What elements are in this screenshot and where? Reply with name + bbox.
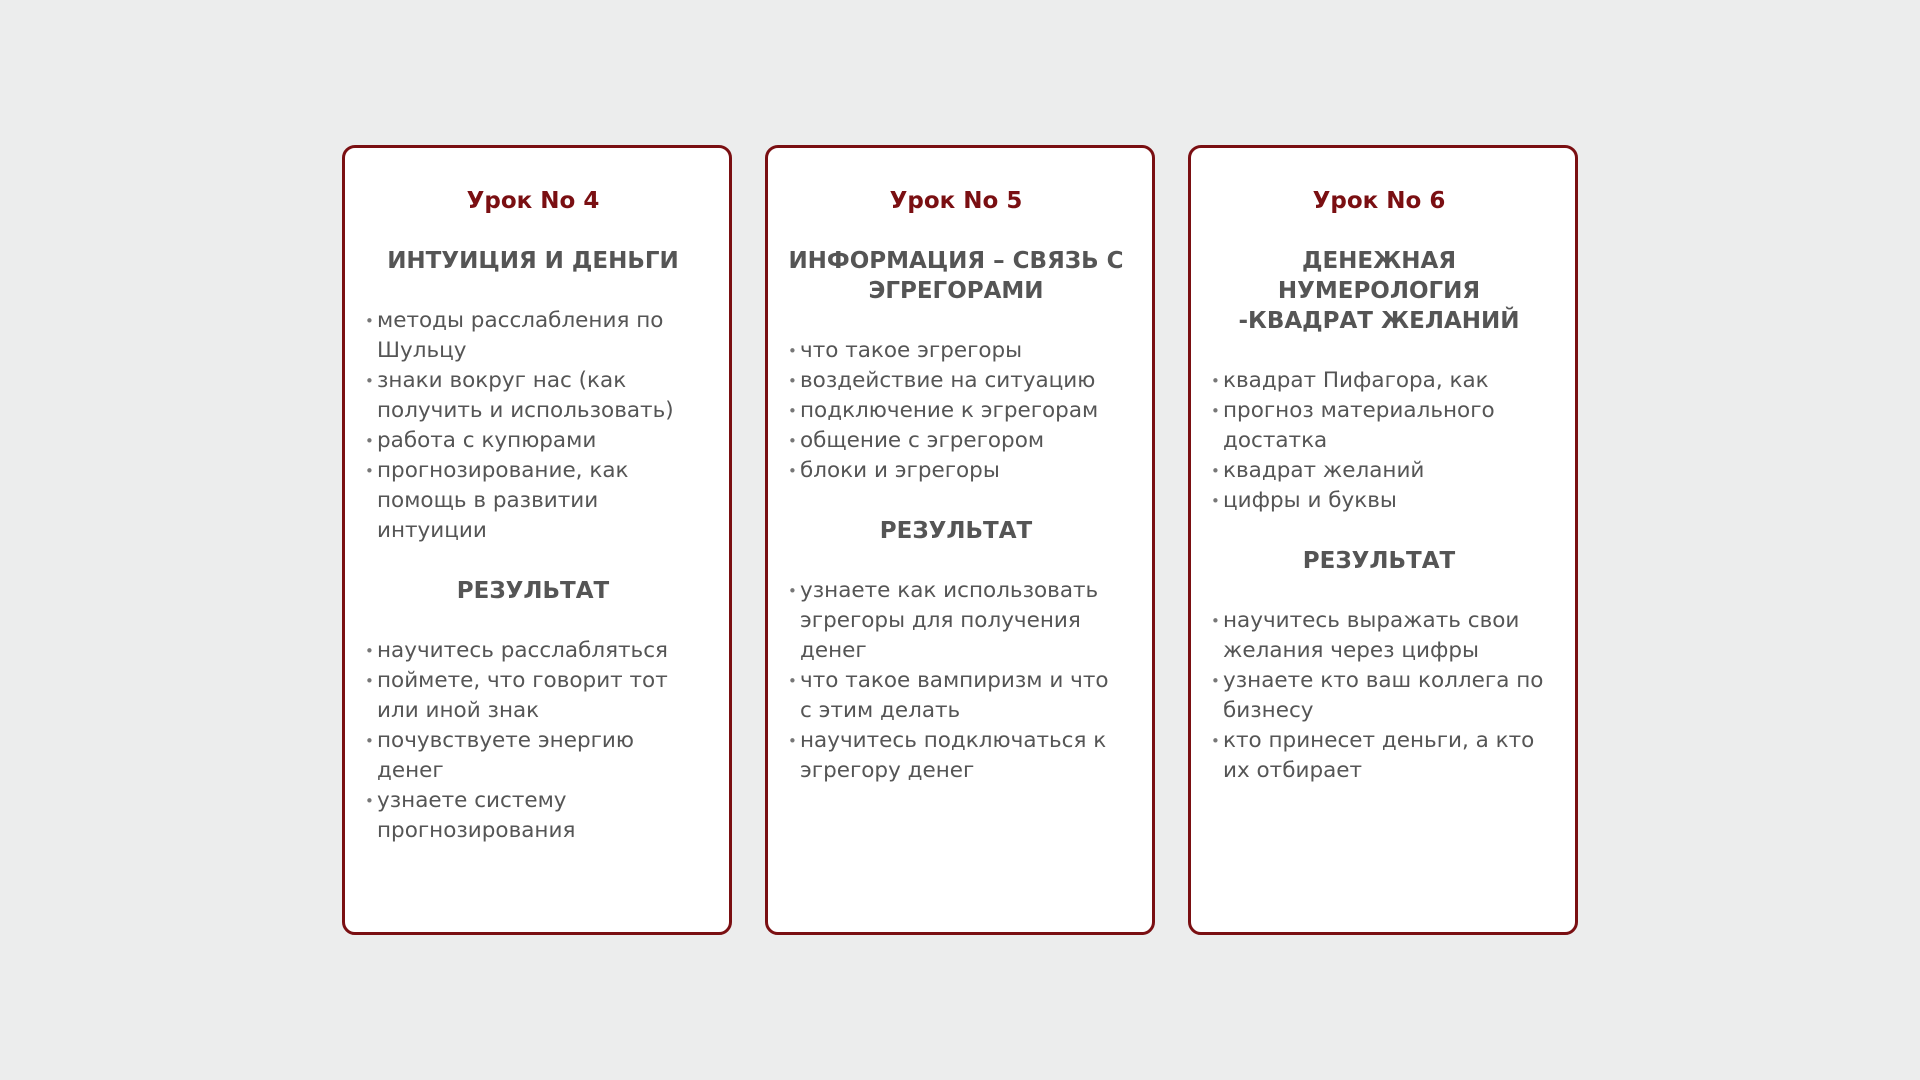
topic-item: • методы расслабления по Шульцу bbox=[365, 306, 701, 366]
result-item: • почувствуете энергию денег bbox=[365, 726, 701, 786]
topic-item: • воздействие на ситуацию bbox=[788, 366, 1124, 396]
lesson-card-5 bbox=[765, 145, 1155, 935]
lesson-cards bbox=[342, 145, 1578, 935]
lesson-topic: ИНТУИЦИЯ И ДЕНЬГИ bbox=[387, 248, 679, 274]
result-heading: РЕЗУЛЬТАТ bbox=[879, 518, 1033, 544]
result-item: • научитесь расслабляться bbox=[365, 636, 701, 666]
result-item: • узнаете систему прогнозирования bbox=[365, 786, 701, 846]
topic-item: • работа с купюрами bbox=[365, 426, 701, 456]
result-item: • узнаете кто ваш коллега по бизнесу bbox=[1211, 666, 1547, 726]
lesson-card-4 bbox=[342, 145, 732, 935]
result-item: • научитесь выражать свои желания через цифры bbox=[1211, 606, 1547, 666]
topic-item: • блоки и эгрегоры bbox=[788, 456, 1124, 486]
topic-item: • цифры и буквы bbox=[1211, 486, 1547, 516]
topic-item: • прогноз материального достатка bbox=[1211, 396, 1547, 456]
result-item: • узнаете как использовать эгрегоры для получения денег bbox=[788, 576, 1124, 666]
result-item: • что такое вампиризм и что с этим делать bbox=[788, 666, 1124, 726]
topic-item: • квадрат желаний bbox=[1211, 456, 1547, 486]
results-list bbox=[788, 576, 1124, 786]
lesson-topic: ДЕНЕЖНАЯ НУМЕРОЛОГИЯ -КВАДРАТ ЖЕЛАНИЙ bbox=[1238, 248, 1520, 334]
topic-item: • общение с эгрегором bbox=[788, 426, 1124, 456]
lesson-topic: ИНФОРМАЦИЯ – СВЯЗЬ С ЭГРЕГОРАМИ bbox=[788, 248, 1124, 304]
results-list bbox=[365, 636, 701, 846]
result-item: • поймете, что говорит тот или иной знак bbox=[365, 666, 701, 726]
topic-item: • квадрат Пифагора, как bbox=[1211, 366, 1547, 396]
lesson-number: Урок No 6 bbox=[1312, 188, 1446, 214]
lesson-number: Урок No 5 bbox=[889, 188, 1023, 214]
result-item: • кто принесет деньги, а кто их отбирает bbox=[1211, 726, 1547, 786]
result-item: • научитесь подключаться к эгрегору денег bbox=[788, 726, 1124, 786]
result-heading: РЕЗУЛЬТАТ bbox=[456, 578, 610, 604]
topic-item: • знаки вокруг нас (как получить и использовать) bbox=[365, 366, 701, 426]
topic-item: • что такое эгрегоры bbox=[788, 336, 1124, 366]
topic-item: • подключение к эгрегорам bbox=[788, 396, 1124, 426]
results-list bbox=[1211, 606, 1547, 786]
lesson-card-6 bbox=[1188, 145, 1578, 935]
topic-item: • прогнозирование, как помощь в развитии интуиции bbox=[365, 456, 701, 546]
lesson-number: Урок No 4 bbox=[466, 188, 600, 214]
result-heading: РЕЗУЛЬТАТ bbox=[1302, 548, 1456, 574]
topics-list bbox=[365, 306, 701, 546]
topics-list bbox=[1211, 366, 1547, 516]
topics-list bbox=[788, 336, 1124, 486]
